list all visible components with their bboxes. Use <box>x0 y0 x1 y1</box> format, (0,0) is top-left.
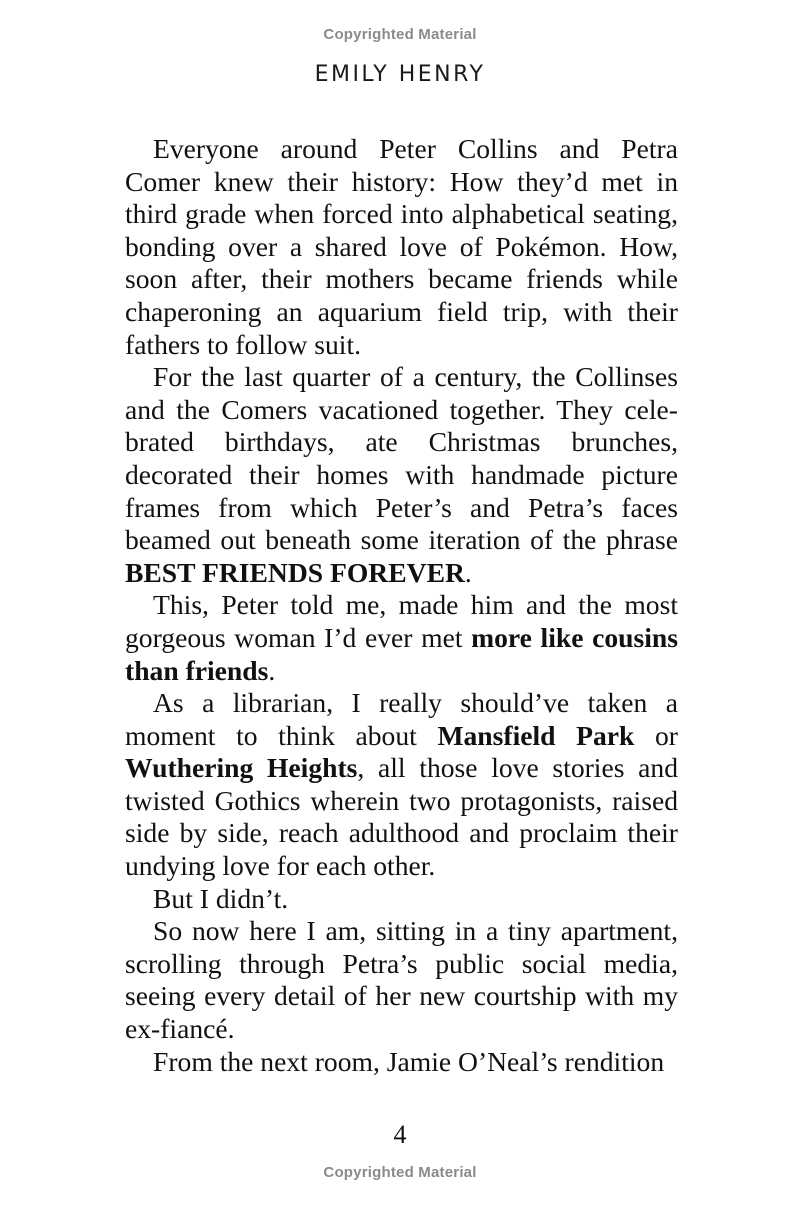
text-run: . <box>268 654 276 686</box>
paragraph <box>125 133 678 361</box>
paragraph <box>125 589 678 687</box>
text-run: or <box>634 719 678 751</box>
copyright-watermark-top: Copyrighted Material <box>323 26 477 43</box>
paragraph <box>125 361 678 589</box>
text-run: From the next room, Jamie O’Neal’s rendition <box>153 1045 665 1077</box>
paragraph <box>125 883 678 916</box>
bold-text-run: Wuthering Heights <box>125 752 358 784</box>
paragraph <box>125 915 678 1045</box>
copyright-watermark-bottom: Copyrighted Material <box>323 1164 477 1181</box>
text-run: For the last quarter of a century, the Collinses and the Comers vacationed together. They celebrated birthdays, ate Christmas brunches, decorated their homes with handmade picture frames from which Peter’s and Petra’s faces beamed out beneath some iteration of the phrase <box>125 361 678 556</box>
text-run: Everyone around Peter Collins and Petra Comer knew their history: How they’d met in third grade when forced into alphabetical seating, bonding over a shared love of Pokémon. How, soon after, their mothers became friends while chaperoning an aquarium field trip, with their fathers to follow suit. <box>125 133 678 360</box>
text-run: , all those love stories and twisted Gothics wherein two protagonists, raised side by side, reach adulthood and proclaim their undying love for each other. <box>125 752 678 882</box>
text-run: As a librarian, I really should’ve taken a moment to think about <box>125 687 678 751</box>
text-run: This, Peter told me, made him and the most gorgeous woman I’d ever met <box>125 589 678 653</box>
text-run: So now here I am, sitting in a tiny apartment, scrolling through Petra’s public social media, seeing every detail of her new courtship with my ex-fiancé. <box>125 915 678 1045</box>
bold-text-run: BEST FRIENDS FOREVER <box>125 556 465 588</box>
bold-text-run: Mansfield Park <box>437 719 635 751</box>
page-number: 4 <box>393 1120 407 1149</box>
text-run: But I didn’t. <box>153 882 289 914</box>
bold-text-run: more like cousins than friends <box>125 621 678 686</box>
body-text <box>125 133 678 1078</box>
running-head-author: EMILY HENRY <box>314 62 486 87</box>
paragraph <box>125 687 678 883</box>
paragraph <box>125 1046 678 1079</box>
text-run: . <box>464 556 472 588</box>
